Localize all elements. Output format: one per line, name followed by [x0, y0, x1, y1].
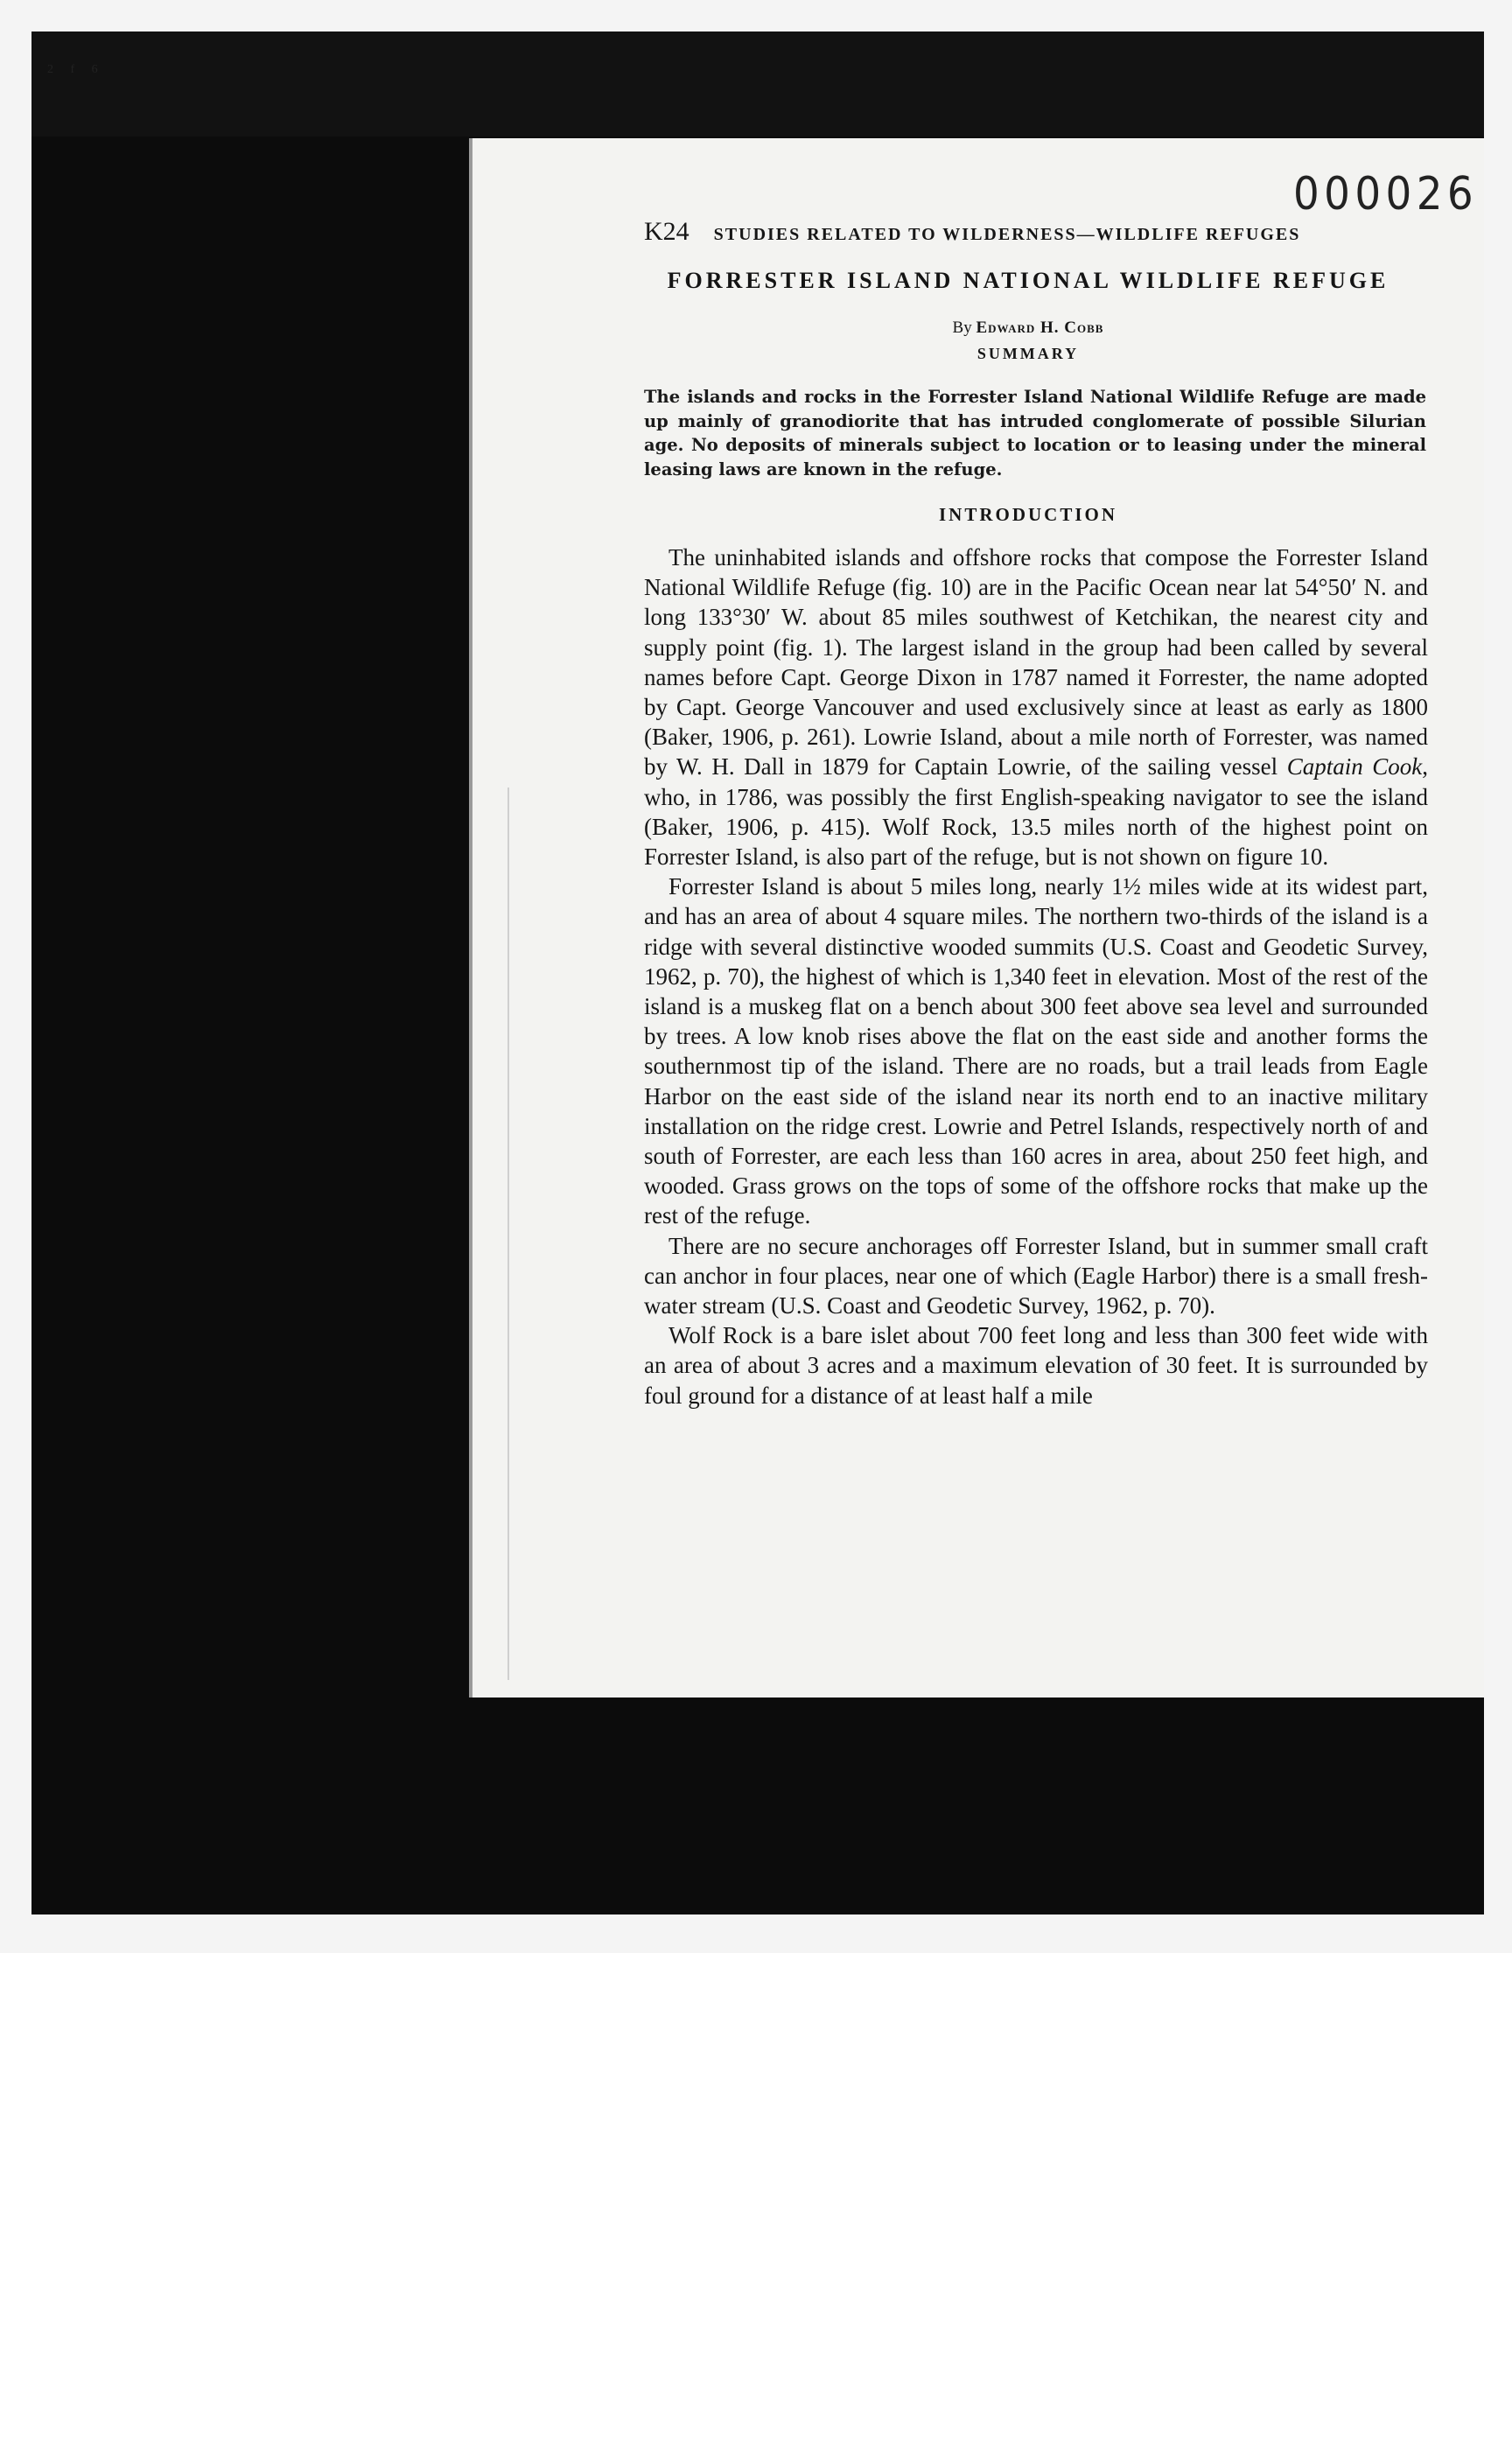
paragraph-2: Forrester Island is about 5 miles long, nearly 1½ miles wide at its widest part, and has an area of about 4 square miles. The northern two-thirds of the island is a ridge with several distinctive wooded summits (U.S. Coast and Geodetic Survey, 1962, p. 70), the highest of which is 1,340 feet in elevation. Most of the rest of the island is a muskeg flat on a bench about 300 feet above sea level and surrounded by trees. A low knob rises above the flat on the east side and another forms the southernmost tip of the island. There are no roads, but a trail leads from Eagle Harbor on the east side of the island near its north end to an inactive military installation on the ridge crest. Lowrie and Petrel Islands, respectively north of and south of Forrester, are each less than 160 acres in area, about 250 feet high, and wooded. Grass grows on the tops of some of the offshore rocks that make up the rest of the refuge.	[644, 873, 1428, 1229]
corner-mark: 2 f 6	[47, 63, 105, 76]
running-head	[644, 217, 1370, 247]
page-number: K24	[644, 217, 690, 246]
scan-top-band	[32, 32, 1484, 136]
vessel-name: Captain Cook	[1286, 753, 1423, 780]
byline	[644, 318, 1412, 338]
summary-text: The islands and rocks in the Forrester Island National Wildlife Refuge are made up mainly of granodiorite that has intruded conglomerate of possible Silurian age. No deposits of minerals subject to location or to leasing under the mineral leasing laws are known in the refuge.	[644, 387, 1426, 480]
byline-prefix: By	[952, 318, 972, 337]
paragraph-3: There are no secure anchorages off Forrester Island, but in summer small craft can anchor in four places, near one of which (Eagle Harbor) there is a small fresh-water stream (U.S. Coast and Geodetic Survey, 1962, p. 70).	[644, 1232, 1428, 1320]
document-stamp: 000026	[1293, 168, 1479, 220]
byline-author: Edward H. Cobb	[976, 318, 1104, 337]
paragraph-1	[644, 542, 1428, 872]
paragraph-1-part-2: , who, in 1786, was possibly the first English-speaking navigator to see the island (Baker, 1906, p. 415). Wolf Rock, 13.5 miles north of the highest point on Forrester Island, is also part of the refuge, but is not shown on figure 10.	[644, 753, 1429, 871]
article-title: FORRESTER ISLAND NATIONAL WILDLIFE REFUGE	[667, 268, 1390, 293]
summary-heading: SUMMARY	[976, 345, 1080, 362]
introduction-heading: INTRODUCTION	[938, 504, 1118, 525]
running-head-title: STUDIES RELATED TO WILDERNESS—WILDLIFE REFUGES	[713, 225, 1301, 244]
paragraph-1-part-1: The uninhabited islands and offshore rocks that compose the Forrester Island National Wildlife Refuge (fig. 10) are in the Pacific Ocean near lat 54°50′ N. and long 133°30′ W. about 85 miles southwest of Ketchikan, the nearest city and supply point (fig. 1). The largest island in the group had been called by several names before Capt. George Dixon in 1787 named it Forrester, the name adopted by Capt. George Vancouver and used exclusively since at least as early as 1800 (Baker, 1906, p. 261). Lowrie Island, about a mile north of Forrester, was named by W. H. Dall in 1879 for Captain Lowrie, of the sailing vessel	[644, 544, 1428, 780]
paragraph-4: Wolf Rock is a bare islet about 700 feet long and less than 300 feet wide with an area of about 3 acres and a maximum elevation of 30 feet. It is surrounded by foul ground for a distance of at least half a mile	[644, 1322, 1428, 1409]
introduction-body	[644, 542, 1428, 1410]
page-margin-line	[508, 788, 509, 1680]
